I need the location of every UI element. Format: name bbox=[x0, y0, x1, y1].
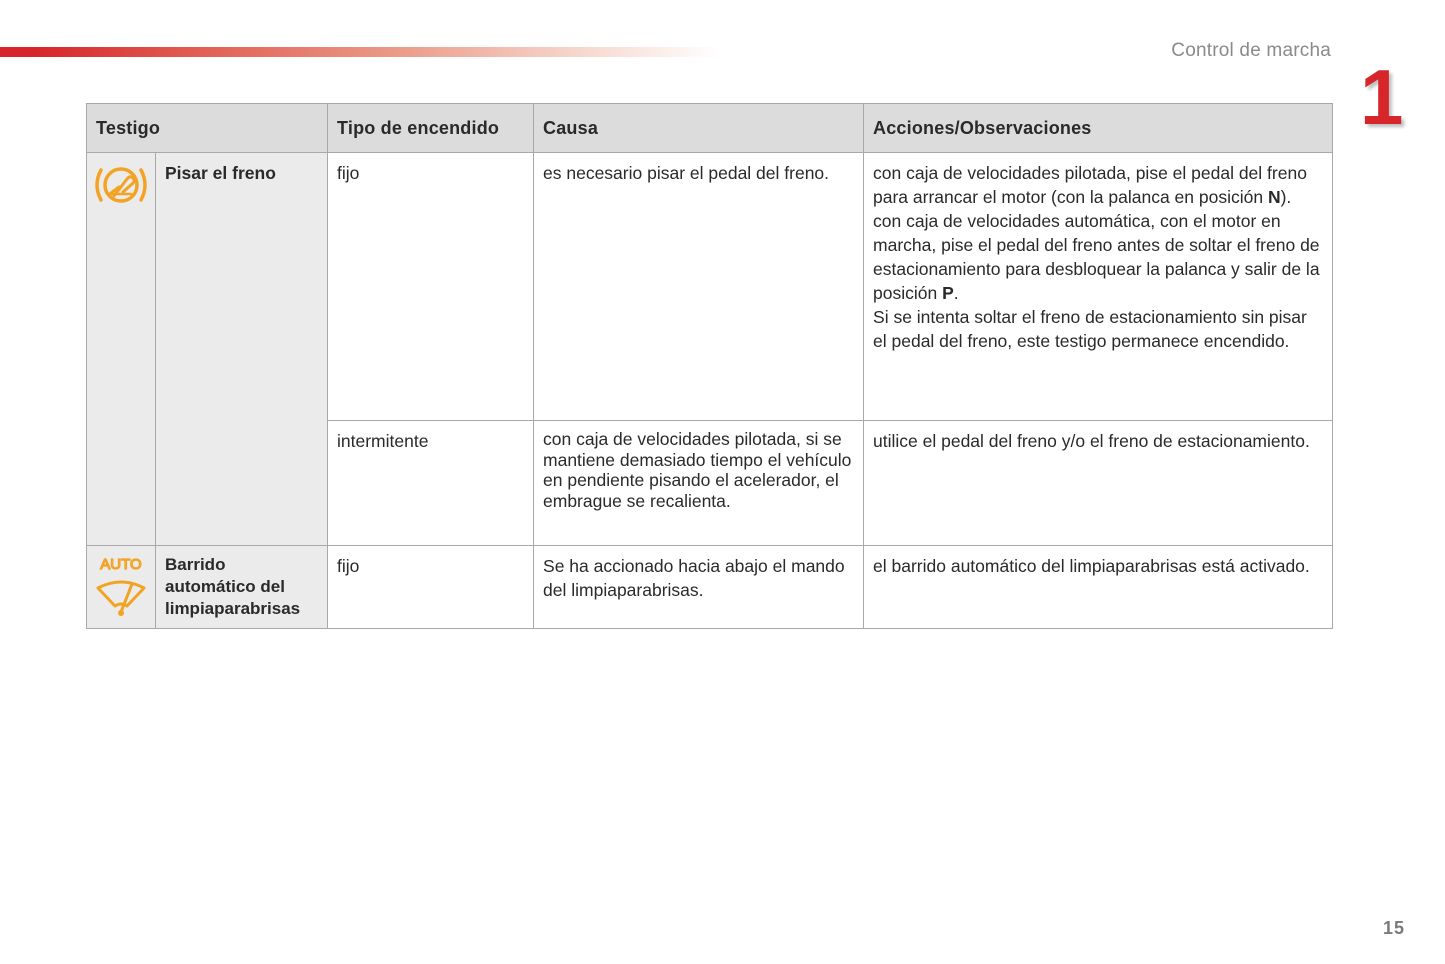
warning-icon-cell bbox=[87, 153, 156, 546]
text-run: ). bbox=[1280, 187, 1292, 207]
mode-cell: fijo bbox=[328, 546, 534, 629]
actions-cell bbox=[864, 153, 1333, 421]
actions-paragraph bbox=[873, 209, 1323, 305]
warning-icon-cell bbox=[87, 546, 156, 629]
cause-cell: Se ha accionado hacia abajo el mando del limpiaparabrisas. bbox=[534, 546, 864, 629]
table-row bbox=[87, 546, 1333, 629]
auto-wiper-icon bbox=[92, 556, 150, 620]
gear-position-n: N bbox=[1267, 187, 1281, 207]
text-run: . bbox=[953, 283, 959, 303]
cause-cell: con caja de velocidades pilotada, si se mantiene demasiado tiempo el vehículo en pendiente pisando el acelerador, el embrague se recalienta. bbox=[534, 421, 864, 546]
actions-cell: el barrido automático del limpiaparabrisas está activado. bbox=[864, 546, 1333, 629]
mode-cell: fijo bbox=[328, 153, 534, 421]
text-run: con caja de velocidades pilotada, pise el pedal del freno para arrancar el motor (con la palanca en posición bbox=[873, 163, 1307, 207]
table-header-row bbox=[87, 104, 1333, 153]
warning-lights-table bbox=[86, 103, 1333, 629]
chapter-number: 1 bbox=[1360, 53, 1404, 141]
page-number: 15 bbox=[1382, 918, 1405, 938]
warning-name: Barrido automático del limpiaparabrisas bbox=[156, 546, 328, 629]
mode-cell: intermitente bbox=[328, 421, 534, 546]
auto-label: AUTO bbox=[100, 556, 142, 573]
text-run: con caja de velocidades automática, con el motor en marcha, pise el pedal del freno antes de soltar el freno de estacionamiento para desbloquear la palanca y salir de la posición bbox=[873, 211, 1320, 303]
column-header-causa: Causa bbox=[534, 104, 864, 153]
actions-paragraph bbox=[873, 161, 1323, 209]
gear-position-p: P bbox=[942, 283, 954, 303]
column-header-testigo: Testigo bbox=[87, 104, 328, 153]
column-header-acciones: Acciones/Observaciones bbox=[864, 104, 1333, 153]
actions-paragraph: Si se intenta soltar el freno de estacionamiento sin pisar el pedal del freno, este testigo permanece encendido. bbox=[873, 307, 1307, 351]
table-row bbox=[87, 153, 1333, 421]
cause-cell: es necesario pisar el pedal del freno. bbox=[534, 153, 864, 421]
header-accent-bar bbox=[0, 47, 720, 57]
column-header-tipo: Tipo de encendido bbox=[328, 104, 534, 153]
section-title: Control de marcha bbox=[1171, 40, 1331, 61]
warning-name: Pisar el freno bbox=[156, 153, 328, 546]
brake-pedal-warning-icon bbox=[91, 163, 151, 207]
actions-cell: utilice el pedal del freno y/o el freno de estacionamiento. bbox=[864, 421, 1333, 546]
